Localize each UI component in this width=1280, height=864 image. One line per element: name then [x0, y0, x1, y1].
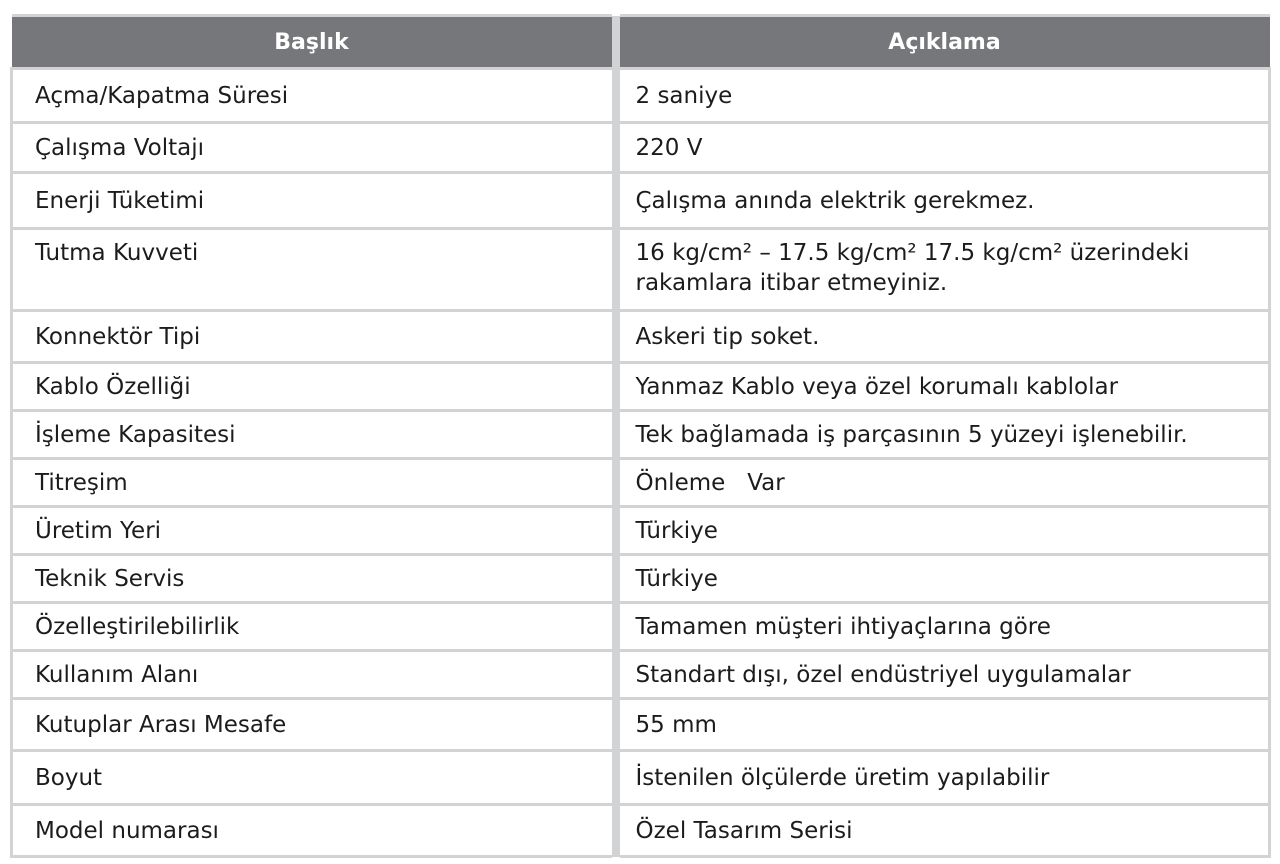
column-divider [612, 805, 620, 857]
row-description: Türkiye [620, 555, 1270, 603]
column-divider [612, 651, 620, 699]
row-description: Çalışma anında elektrik gerekmez. [620, 173, 1270, 229]
row-title: İşleme Kapasitesi [12, 411, 612, 459]
column-header-title: Başlık [12, 16, 612, 69]
table-row [12, 751, 1270, 805]
row-title: Kablo Özelliği [12, 363, 612, 411]
column-divider [612, 363, 620, 411]
column-divider [612, 555, 620, 603]
column-divider [612, 699, 620, 751]
table-row [12, 805, 1270, 857]
row-description: Tek bağlamada iş parçasının 5 yüzeyi işlenebilir. [620, 411, 1270, 459]
column-divider [612, 603, 620, 651]
row-title: Konnektör Tipi [12, 311, 612, 363]
row-description: Askeri tip soket. [620, 311, 1270, 363]
row-description: 220 V [620, 123, 1270, 173]
table-row [12, 123, 1270, 173]
table-header-row [12, 16, 1270, 69]
column-divider [612, 459, 620, 507]
row-description: Standart dışı, özel endüstriyel uygulamalar [620, 651, 1270, 699]
row-description: Tamamen müşteri ihtiyaçlarına göre [620, 603, 1270, 651]
table-row [12, 173, 1270, 229]
row-description: 2 saniye [620, 69, 1270, 123]
spec-table [10, 14, 1271, 858]
column-divider [612, 173, 620, 229]
table-row [12, 603, 1270, 651]
table-row [12, 651, 1270, 699]
row-title: Çalışma Voltajı [12, 123, 612, 173]
column-divider [612, 411, 620, 459]
row-title: Model numarası [12, 805, 612, 857]
column-divider [612, 229, 620, 311]
row-title: Kullanım Alanı [12, 651, 612, 699]
row-description: Türkiye [620, 507, 1270, 555]
row-title: Boyut [12, 751, 612, 805]
column-header-description: Açıklama [620, 16, 1270, 69]
row-description: Özel Tasarım Serisi [620, 805, 1270, 857]
column-divider [612, 123, 620, 173]
table-row [12, 459, 1270, 507]
row-title: Üretim Yeri [12, 507, 612, 555]
row-description: İstenilen ölçülerde üretim yapılabilir [620, 751, 1270, 805]
column-divider [612, 311, 620, 363]
table-row [12, 69, 1270, 123]
row-title: Özelleştirilebilirlik [12, 603, 612, 651]
row-title: Açma/Kapatma Süresi [12, 69, 612, 123]
table-row [12, 411, 1270, 459]
table-row [12, 555, 1270, 603]
table-row [12, 311, 1270, 363]
column-divider [612, 507, 620, 555]
row-title: Teknik Servis [12, 555, 612, 603]
column-divider [612, 751, 620, 805]
column-divider [612, 16, 620, 69]
row-description: 55 mm [620, 699, 1270, 751]
column-divider [612, 69, 620, 123]
row-description: Önleme Var [620, 459, 1270, 507]
row-description: Yanmaz Kablo veya özel korumalı kablolar [620, 363, 1270, 411]
row-title: Tutma Kuvveti [12, 229, 612, 311]
row-title: Enerji Tüketimi [12, 173, 612, 229]
row-title: Titreşim [12, 459, 612, 507]
table-row [12, 699, 1270, 751]
table-row [12, 507, 1270, 555]
table-row [12, 363, 1270, 411]
table-row [12, 229, 1270, 311]
row-description: 16 kg/cm² – 17.5 kg/cm² 17.5 kg/cm² üzerindeki rakamlara itibar etmeyiniz. [620, 229, 1270, 311]
row-title: Kutuplar Arası Mesafe [12, 699, 612, 751]
